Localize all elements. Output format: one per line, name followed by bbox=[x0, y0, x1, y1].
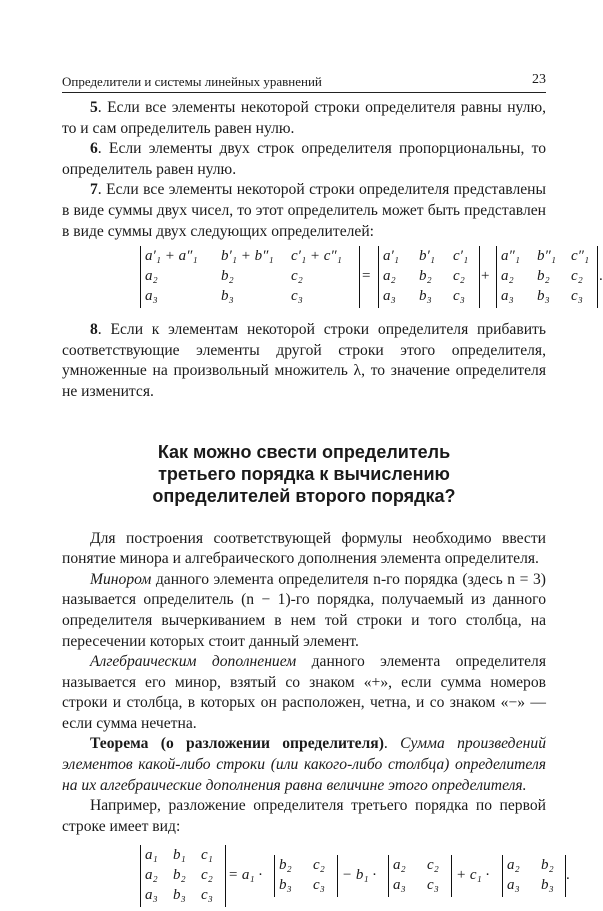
matrix-entry: c₂ bbox=[291, 268, 303, 285]
minor-2x2 bbox=[502, 855, 566, 897]
definition-text: данного элемента определителя n-го порядка (здесь n = 3) называется определитель (n − 1)-го порядка, получаемый из данного определителя вычеркиванием в нем той строки и того столбца, на пересечении которых стоит данный элемент. bbox=[62, 570, 546, 650]
matrix-entry: c₂ bbox=[313, 857, 325, 874]
heading-line: Как можно свести определитель bbox=[157, 441, 451, 462]
matrix-entry: a₃ bbox=[383, 288, 396, 305]
minor-2x2 bbox=[388, 855, 452, 897]
property-number: 7 bbox=[90, 181, 98, 199]
running-title: Определители и системы линейных уравнений bbox=[62, 74, 322, 89]
expansion-coefficient: = a₁ · bbox=[228, 867, 263, 884]
expansion-coefficient: + c₁ · bbox=[456, 867, 490, 884]
matrix-entry: c₂ bbox=[427, 857, 439, 874]
plus-sign: + bbox=[481, 268, 490, 285]
example-paragraph: Например, разложение определителя третьего порядка по первой строке имеет вид: bbox=[62, 797, 546, 835]
matrix-entry: c₃ bbox=[201, 887, 213, 904]
term-cofactor: Алгебраическим дополнением bbox=[90, 653, 297, 671]
property-7 bbox=[62, 180, 546, 242]
matrix-entry: a₂ bbox=[145, 268, 158, 285]
matrix-entry: a₁ bbox=[145, 847, 158, 864]
matrix-entry: a₂ bbox=[507, 857, 520, 874]
matrix-entry: c″₁ bbox=[571, 248, 590, 265]
matrix-entry: a₃ bbox=[145, 887, 158, 904]
formula-cofactor-expansion bbox=[62, 843, 570, 911]
matrix-entry: b₂ bbox=[221, 268, 234, 285]
matrix-entry: b′₁ bbox=[419, 248, 435, 265]
property-number: 8 bbox=[90, 321, 98, 339]
matrix-entry: b₃ bbox=[537, 288, 550, 305]
running-header bbox=[62, 72, 546, 93]
cofactor-definition bbox=[62, 652, 546, 734]
expansion-coefficient: − b₁ · bbox=[342, 867, 377, 884]
property-8 bbox=[62, 320, 546, 402]
matrix-entry: a₃ bbox=[507, 877, 520, 894]
page-body bbox=[62, 98, 603, 911]
theorem-title: Теорема (о разложении определителя) bbox=[90, 735, 384, 753]
property-text: . Если все элементы некоторой строки определителя представлены в виде суммы двух чисел, то этот определитель может быть представлен в виде суммы двух следующих определителей: bbox=[62, 181, 546, 240]
page-number: 23 bbox=[532, 72, 546, 87]
term-minor: Минором bbox=[90, 570, 152, 588]
determinant-double-prime bbox=[496, 246, 598, 308]
equals-sign: = bbox=[362, 268, 371, 285]
theorem bbox=[62, 734, 546, 796]
matrix-entry: a₃ bbox=[393, 877, 406, 894]
matrix-entry: a₂ bbox=[383, 268, 396, 285]
period: . bbox=[599, 268, 603, 285]
formula-sum-of-determinants bbox=[62, 244, 603, 312]
matrix-entry: a₃ bbox=[145, 288, 158, 305]
matrix-entry: b″₁ bbox=[537, 248, 556, 265]
matrix-entry: b₂ bbox=[419, 268, 432, 285]
determinant-sum bbox=[140, 246, 360, 308]
matrix-entry: a″₁ bbox=[501, 248, 520, 265]
heading-line: третьего порядка к вычислению bbox=[158, 463, 450, 484]
theorem-separator: . bbox=[383, 735, 401, 753]
matrix-entry: b₃ bbox=[541, 877, 554, 894]
matrix-entry: c₁ bbox=[201, 847, 213, 864]
property-text: . Если элементы двух строк определителя пропорциональны, то определитель равен нулю. bbox=[62, 140, 546, 178]
section-heading bbox=[62, 441, 546, 507]
matrix-entry: b′₁ + b″₁ bbox=[221, 248, 274, 265]
matrix-entry: c′₁ bbox=[453, 248, 469, 265]
matrix-entry: b₂ bbox=[173, 867, 186, 884]
minor-definition bbox=[62, 570, 546, 652]
heading-line: определителей второго порядка? bbox=[152, 485, 456, 506]
matrix-entry: b₃ bbox=[279, 877, 292, 894]
property-text: . Если все элементы некоторой строки определителя равны нулю, то и сам определитель равен нулю. bbox=[62, 99, 546, 137]
matrix-entry: c₃ bbox=[571, 288, 583, 305]
matrix-entry: a′₁ bbox=[383, 248, 399, 265]
theorem-statement: Сумма произведений элементов какой-либо строки (или какого-либо столбца) определителя на их алгебраические дополнения равна величине этого определителя. bbox=[62, 735, 546, 794]
determinant-3x3 bbox=[140, 845, 226, 907]
matrix-entry: a′₁ + a″₁ bbox=[145, 248, 198, 265]
period: . bbox=[566, 867, 570, 884]
property-6 bbox=[62, 139, 546, 180]
matrix-entry: c₃ bbox=[453, 288, 465, 305]
matrix-entry: a₂ bbox=[501, 268, 514, 285]
matrix-entry: b₃ bbox=[419, 288, 432, 305]
matrix-entry: c₃ bbox=[313, 877, 325, 894]
property-5 bbox=[62, 98, 546, 139]
property-number: 6 bbox=[90, 140, 98, 158]
matrix-entry: c₂ bbox=[453, 268, 465, 285]
matrix-entry: b₁ bbox=[173, 847, 186, 864]
matrix-entry: c₃ bbox=[291, 288, 303, 305]
determinant-prime bbox=[378, 246, 480, 308]
property-number: 5 bbox=[90, 99, 98, 116]
matrix-entry: c₂ bbox=[201, 867, 213, 884]
matrix-entry: b₂ bbox=[537, 268, 550, 285]
intro-paragraph: Для построения соответствующей формулы необходимо ввести понятие минора и алгебраического дополнения элемента определителя. bbox=[62, 529, 546, 568]
definition-text: данного элемента определителя называется его минор, взятый со знаком «+», если сумма номеров строки и столбца, в которых он расположен, четна, и со знаком «−» — если сумма нечетна. bbox=[62, 653, 546, 732]
matrix-entry: b₂ bbox=[541, 857, 554, 874]
matrix-entry: a₂ bbox=[393, 857, 406, 874]
property-text: . Если к элементам некоторой строки определителя прибавить соответствующие элементы другой строки этого определителя, умноженные на произвольный множитель λ, то значение определителя не изменится. bbox=[62, 321, 546, 400]
matrix-entry: a₃ bbox=[501, 288, 514, 305]
matrix-entry: c₂ bbox=[571, 268, 583, 285]
matrix-entry: c₃ bbox=[427, 877, 439, 894]
matrix-entry: b₃ bbox=[221, 288, 234, 305]
minor-2x2 bbox=[274, 855, 338, 897]
matrix-entry: a₂ bbox=[145, 867, 158, 884]
matrix-entry: c′₁ + c″₁ bbox=[291, 248, 342, 265]
matrix-entry: b₂ bbox=[279, 857, 292, 874]
matrix-entry: b₃ bbox=[173, 887, 186, 904]
